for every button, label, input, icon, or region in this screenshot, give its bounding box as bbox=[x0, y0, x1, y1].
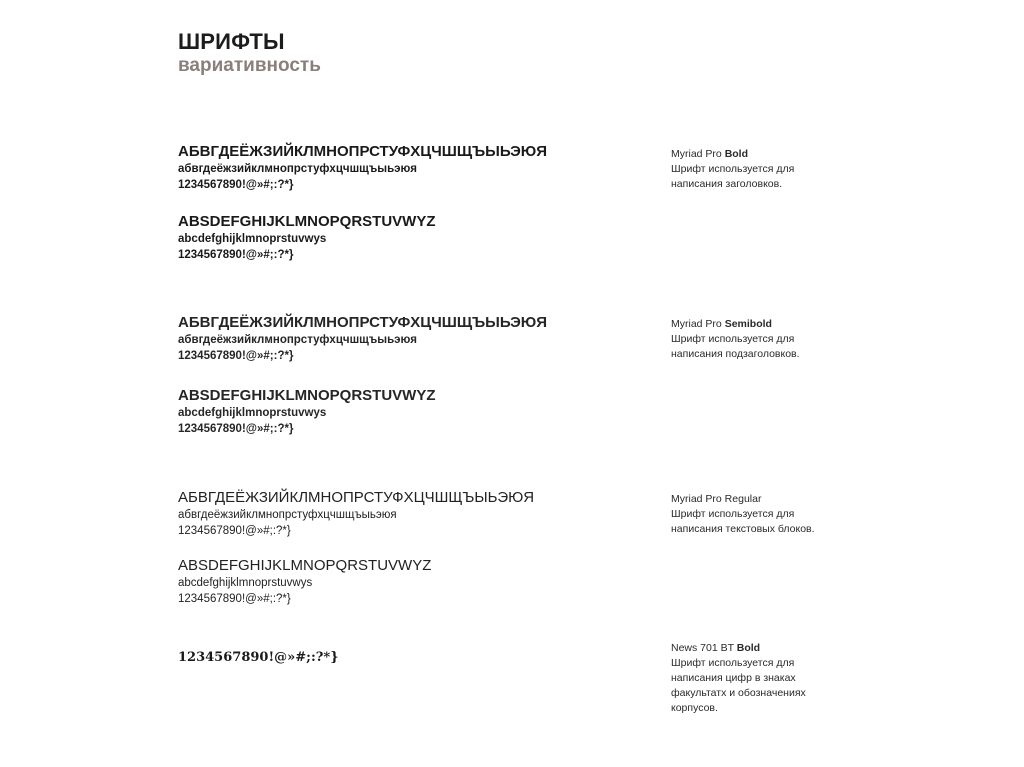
latin-uppercase-line: ABSDEFGHIJKLMNOPQRSTUVWYZ bbox=[178, 387, 436, 404]
font-name: Myriad Pro Bold bbox=[671, 148, 749, 160]
latin-lowercase-line: abcdefghijklmnoprstuvwys bbox=[178, 577, 313, 589]
digits-line: 1234567890!@»#;:?*} bbox=[178, 350, 294, 362]
description-line: факультатх и обозначениях bbox=[671, 687, 806, 699]
description-line: Шрифт используется для bbox=[671, 163, 795, 175]
digits-line: 1234567890!@»#;:?*} bbox=[178, 650, 339, 665]
cyrillic-lowercase-line: абвгдеёжзийклмнопрстуфхцчшщъыьэюя bbox=[178, 334, 418, 346]
latin-uppercase-line: ABSDEFGHIJKLMNOPQRSTUVWYZ bbox=[178, 213, 436, 230]
description-line: Шрифт используется для bbox=[671, 333, 795, 345]
font-description-news bbox=[671, 641, 806, 716]
cyrillic-uppercase-line: АБВГДЕЁЖЗИЙКЛМНОПРСТУФХЦЧШЩЪЫЬЭЮЯ bbox=[178, 489, 535, 506]
digits-line: 1234567890!@»#;:?*} bbox=[178, 423, 294, 435]
specimen-bold-cyrillic bbox=[178, 142, 547, 193]
cyrillic-lowercase-line: абвгдеёжзийклмнопрстуфхцчшщъыьэюя bbox=[178, 509, 397, 521]
font-name: Myriad Pro Regular bbox=[671, 493, 762, 505]
font-name: News 701 BT Bold bbox=[671, 642, 761, 654]
specimen-semibold-latin bbox=[178, 386, 436, 437]
font-description-regular bbox=[671, 492, 815, 537]
cyrillic-uppercase-line: АБВГДЕЁЖЗИЙКЛМНОПРСТУФХЦЧШЩЪЫЬЭЮЯ bbox=[178, 314, 547, 331]
page-subtitle: вариативность bbox=[178, 55, 321, 76]
font-description-bold bbox=[671, 147, 794, 192]
cyrillic-lowercase-line: абвгдеёжзийклмнопрстуфхцчшщъыьэюя bbox=[178, 163, 418, 175]
specimen-regular-cyrillic bbox=[178, 488, 534, 539]
cyrillic-uppercase-line: АБВГДЕЁЖЗИЙКЛМНОПРСТУФХЦЧШЩЪЫЬЭЮЯ bbox=[178, 143, 547, 160]
latin-lowercase-line: abcdefghijklmnoprstuvwys bbox=[178, 407, 327, 419]
description-line: написания цифр в знаках bbox=[671, 672, 796, 684]
digits-line: 1234567890!@»#;:?*} bbox=[178, 593, 291, 605]
specimen-bold-latin bbox=[178, 212, 436, 263]
description-line: написания заголовков. bbox=[671, 178, 783, 190]
description-line: написания текстовых блоков. bbox=[671, 523, 815, 535]
specimen-regular-latin bbox=[178, 556, 431, 607]
digits-line: 1234567890!@»#;:?*} bbox=[178, 525, 291, 537]
specimen-semibold-cyrillic bbox=[178, 313, 547, 364]
font-name: Myriad Pro Semibold bbox=[671, 318, 772, 330]
description-line: Шрифт используется для bbox=[671, 657, 795, 669]
latin-lowercase-line: abcdefghijklmnoprstuvwys bbox=[178, 233, 327, 245]
digits-line: 1234567890!@»#;:?*} bbox=[178, 179, 294, 191]
specimen-news-digits bbox=[178, 650, 339, 665]
description-line: Шрифт используется для bbox=[671, 508, 795, 520]
description-line: корпусов. bbox=[671, 702, 718, 714]
description-line: написания подзаголовков. bbox=[671, 348, 800, 360]
page-title: ШРИФТЫ bbox=[178, 29, 285, 54]
latin-uppercase-line: ABSDEFGHIJKLMNOPQRSTUVWYZ bbox=[178, 557, 432, 574]
digits-line: 1234567890!@»#;:?*} bbox=[178, 249, 294, 261]
font-description-semibold bbox=[671, 317, 800, 362]
